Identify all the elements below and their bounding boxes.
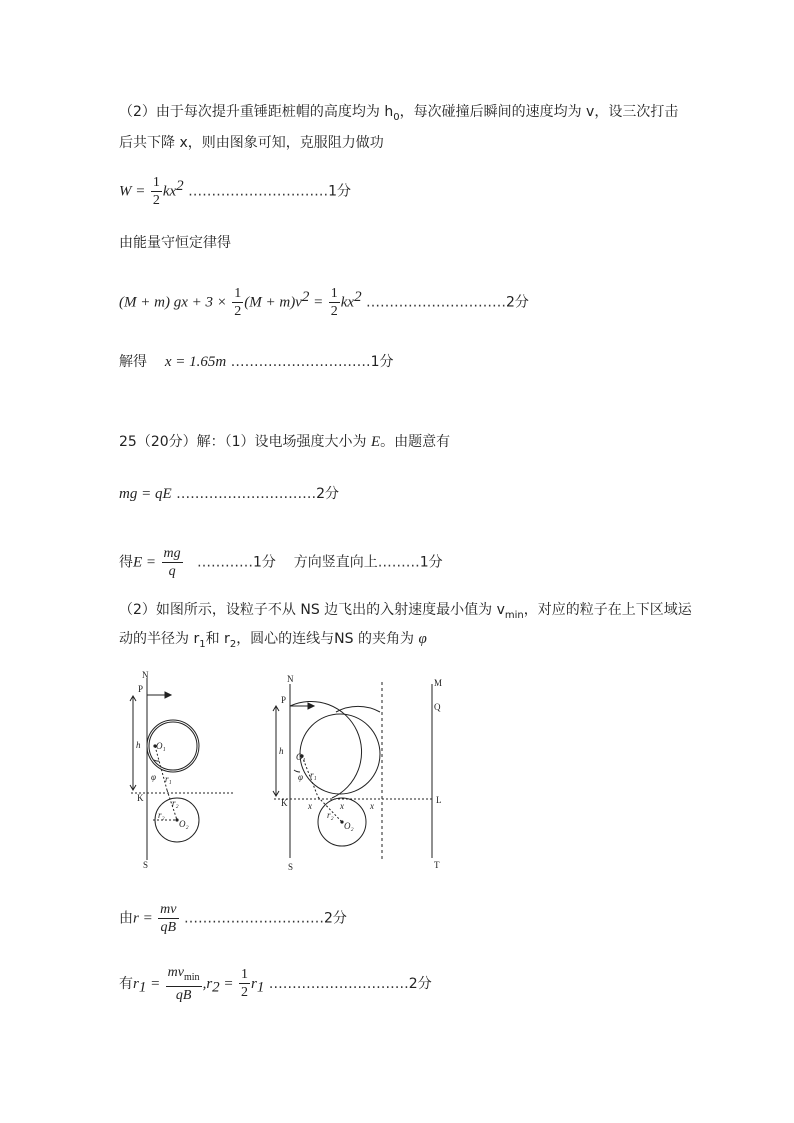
svg-text:r₂: r₂ [172, 798, 179, 808]
score-label: 2分 [506, 294, 529, 311]
figure-left [125, 668, 235, 868]
solution-line: 解得 x = 1.65m …………………………1分 [119, 354, 394, 370]
score-label: 2分 [316, 486, 339, 502]
svg-text:r₂: r₂ [158, 810, 165, 820]
svg-text:S: S [288, 862, 294, 872]
svg-text:h: h [136, 740, 141, 750]
score-label: 1分 [370, 354, 394, 370]
score-label: 2分 [323, 910, 347, 927]
svg-text:x: x [308, 801, 312, 811]
svg-text:S: S [143, 860, 149, 868]
svg-text:P: P [281, 695, 287, 705]
svg-text:O₂: O₂ [179, 819, 189, 829]
equation-E: 得E = $\frac{mg}{q}$ …………1分 方向竖直向上………1分 [119, 546, 443, 579]
svg-text:r₂: r₂ [327, 810, 334, 820]
question-25-heading: 25（20分）解：（1）设电场强度大小为 E。由题意有 [119, 434, 451, 450]
paragraph-line-2: 后共下降 x，则由图象可知，克服阻力做功 [119, 135, 384, 151]
svg-text:h: h [279, 746, 284, 756]
svg-text:N: N [287, 674, 294, 684]
upper-arc-1 [290, 701, 362, 798]
equation-energy: (M + m) gx + 3 × $\frac{1}{2}$ $(M + m)v^2$ = $\frac{1}{2}$ $kx^2$ …………………………2分 [119, 286, 529, 319]
score-label: 1分 [328, 183, 352, 200]
svg-text:K: K [281, 798, 288, 808]
svg-text:r₁: r₁ [310, 770, 317, 780]
figure-right [272, 672, 452, 872]
svg-text:O₂: O₂ [344, 821, 354, 831]
paragraph-line-1: （2）由于每次提升重锤距桩帽的高度均为 $h_0$，每次碰撞后瞬间的速度均为 v，设三次打击 [119, 104, 679, 123]
equation-work: W = $\frac{1}{2}$ $kx^2$ …………………………1分 [119, 175, 352, 208]
part2-line-1: （2）如图所示，设粒子不从 NS 边飞出的入射速度最小值为 $v_{min}$，对应的粒子在上下区域运 [119, 602, 692, 621]
svg-text:M: M [434, 678, 443, 688]
svg-text:φ: φ [151, 772, 156, 782]
energy-heading: 由能量守恒定律得 [119, 235, 231, 251]
fraction-half: $\frac{1}{2}$ [152, 175, 160, 208]
svg-text:L: L [436, 795, 442, 805]
equation-r1-r2: 有$r_1$ = $\frac{mv_{min}}{qB}$ $,r_2$ = $\frac{1}{2}$ $r_1$ …………………………2分 [119, 965, 432, 1003]
svg-text:r₁: r₁ [165, 774, 172, 784]
svg-text:Q: Q [434, 702, 441, 712]
svg-text:T: T [434, 860, 440, 870]
svg-text:O₁: O₁ [296, 752, 306, 762]
svg-text:x: x [340, 801, 344, 811]
svg-text:O₁: O₁ [156, 741, 166, 751]
equation-mg: mg = qE …………………………2分 [119, 486, 339, 502]
svg-text:P: P [138, 684, 144, 694]
upper-circle-2 [300, 714, 380, 794]
svg-text:x: x [370, 801, 374, 811]
svg-text:K: K [137, 793, 144, 803]
svg-text:φ: φ [298, 772, 303, 782]
equation-r: 由r = $\frac{mv}{qB}$ …………………………2分 [119, 902, 347, 935]
part2-line-2: 动的半径为 $r_1$和 $r_2$，圆心的连线与NS 的夹角为 φ [119, 631, 427, 650]
svg-text:N: N [142, 670, 149, 680]
score-label: 2分 [408, 975, 432, 992]
